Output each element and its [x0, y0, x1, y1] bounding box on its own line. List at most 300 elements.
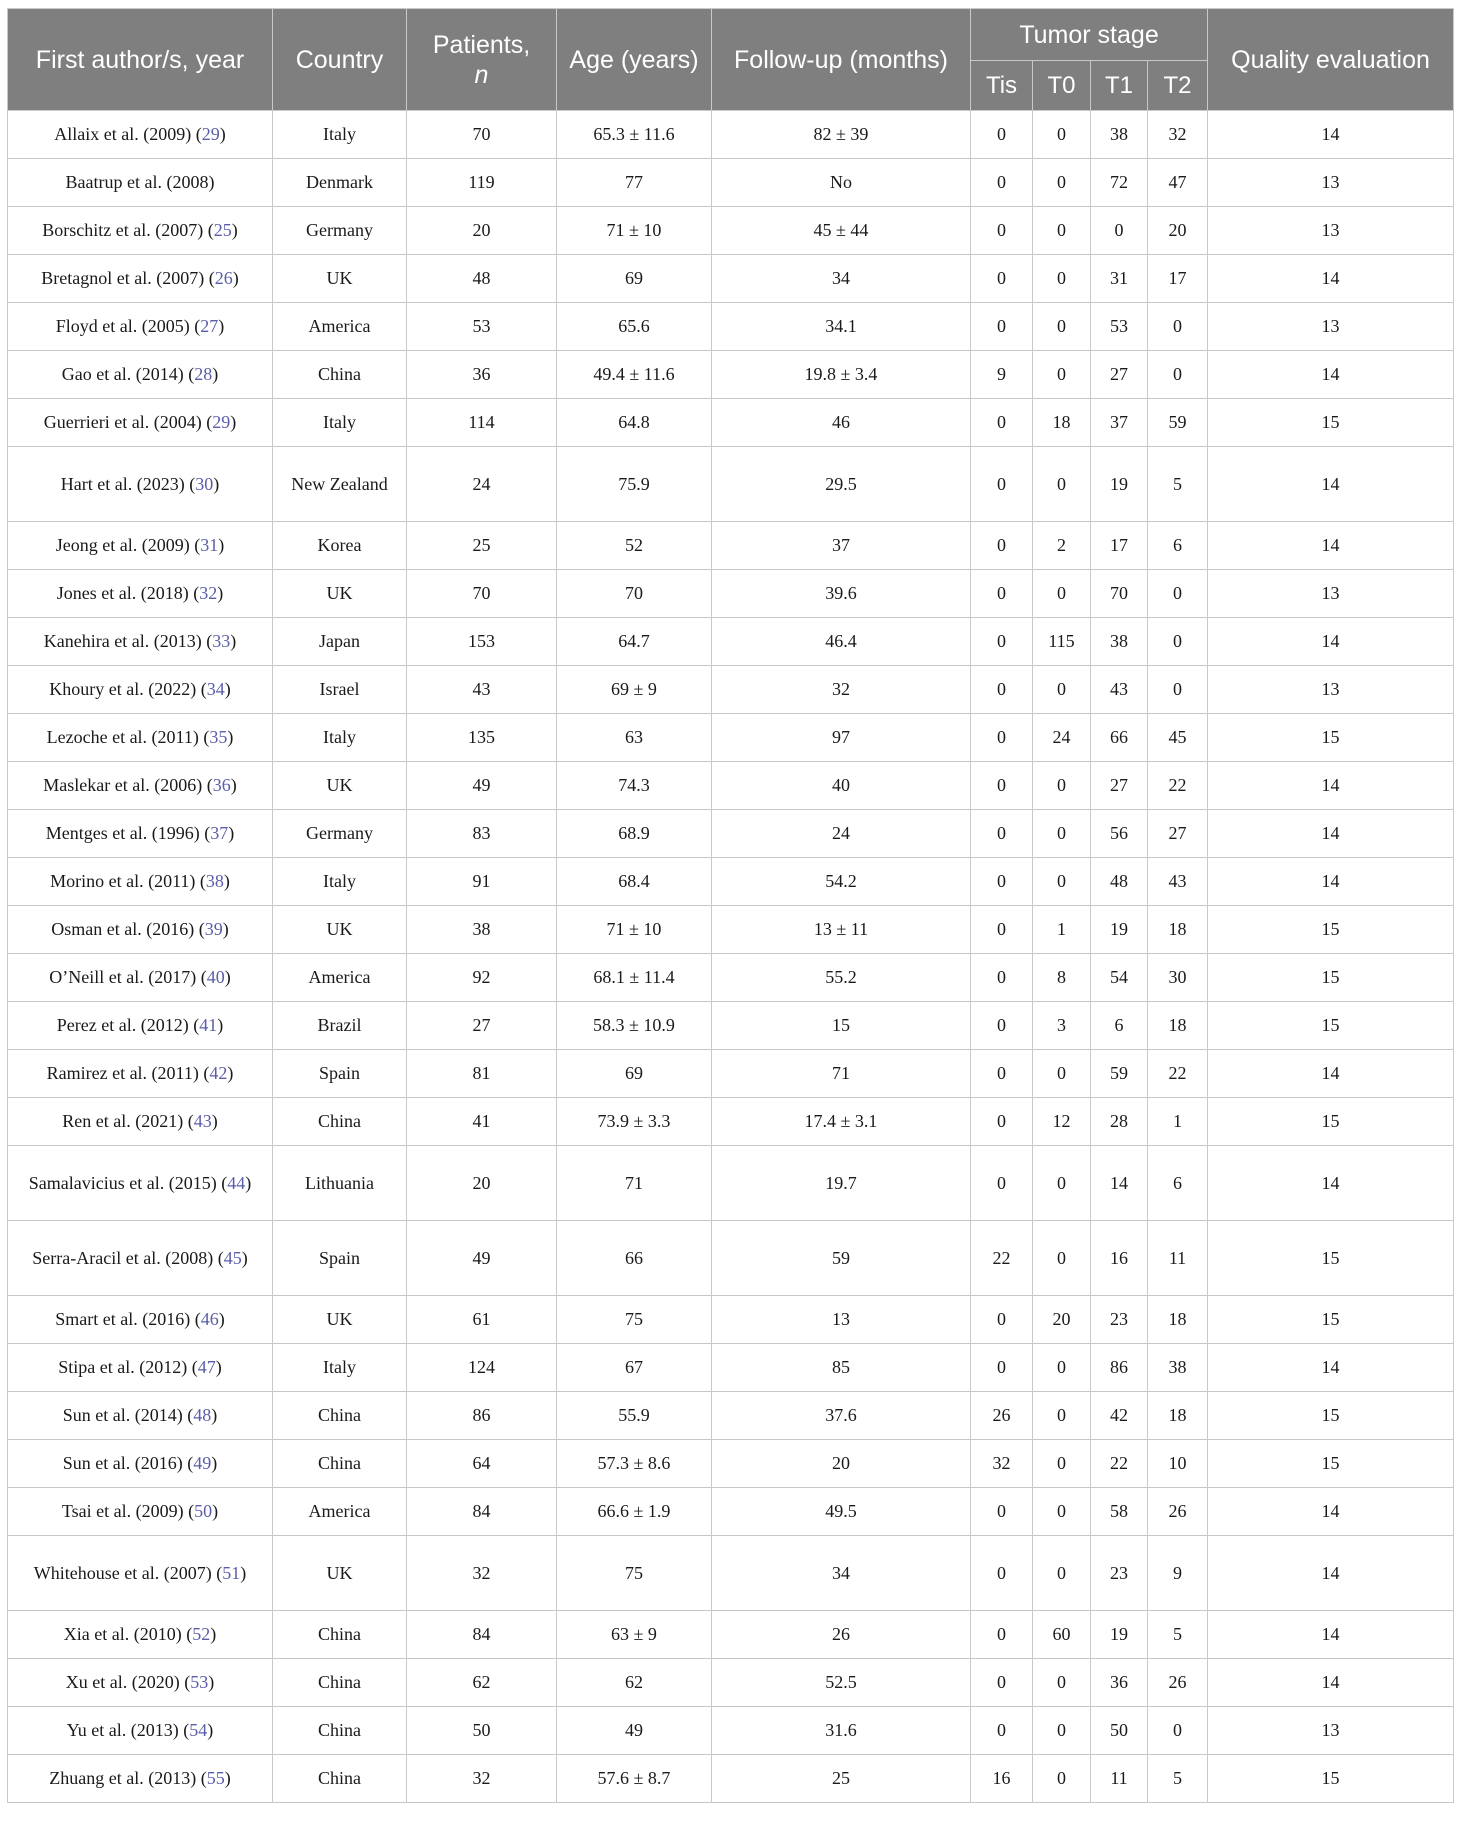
cell-country: UK: [273, 255, 407, 303]
cell-stage-tis: 0: [971, 447, 1033, 522]
cell-author-year: [8, 1146, 273, 1221]
cell-stage-t0: 0: [1033, 207, 1091, 255]
cell-stage-t1: 58: [1091, 1488, 1148, 1536]
cell-stage-t1: 59: [1091, 1050, 1148, 1098]
cell-patients: 114: [407, 399, 557, 447]
reference-close-paren: ): [215, 1357, 222, 1377]
author-year-text: Allaix et al. (2009) (: [54, 124, 202, 144]
cell-patients: 38: [407, 906, 557, 954]
cell-patients: 81: [407, 1050, 557, 1098]
table-header: [8, 9, 1454, 111]
author-year-text: Maslekar et al. (2006) (: [43, 775, 213, 795]
cell-patients: 83: [407, 810, 557, 858]
cell-age: 75: [557, 1536, 712, 1611]
cell-follow-up: 46.4: [712, 618, 971, 666]
cell-stage-t0: 8: [1033, 954, 1091, 1002]
cell-quality-evaluation: 14: [1208, 1611, 1454, 1659]
cell-stage-tis: 0: [971, 810, 1033, 858]
cell-follow-up: 40: [712, 762, 971, 810]
cell-stage-tis: 16: [971, 1755, 1033, 1803]
cell-author-year: [8, 1536, 273, 1611]
cell-stage-t1: 6: [1091, 1002, 1148, 1050]
reference-link[interactable]: 29: [212, 412, 231, 432]
table-row: [8, 762, 1454, 810]
author-year-text: Xu et al. (2020) (: [65, 1672, 191, 1692]
cell-stage-tis: 0: [971, 111, 1033, 159]
cell-country: America: [273, 1488, 407, 1536]
author-year-text: Tsai et al. (2009) (: [61, 1501, 195, 1521]
header-follow-up: Follow-up (months): [712, 9, 971, 111]
table-row: [8, 570, 1454, 618]
cell-patients: 61: [407, 1296, 557, 1344]
cell-stage-tis: 0: [971, 159, 1033, 207]
reference-link[interactable]: 46: [200, 1309, 219, 1329]
reference-link[interactable]: 53: [190, 1672, 209, 1692]
cell-stage-t1: 0: [1091, 207, 1148, 255]
author-year-text: Borschitz et al. (2007) (: [42, 220, 214, 240]
cell-quality-evaluation: 15: [1208, 1002, 1454, 1050]
reference-close-paren: ): [207, 1720, 214, 1740]
reference-link[interactable]: 49: [193, 1453, 212, 1473]
author-year-text: Sun et al. (2016) (: [62, 1453, 194, 1473]
reference-close-paren: ): [218, 535, 225, 555]
cell-stage-t2: 30: [1148, 954, 1208, 1002]
reference-link[interactable]: 51: [222, 1562, 241, 1583]
cell-stage-tis: 0: [971, 1146, 1033, 1221]
cell-patients: 43: [407, 666, 557, 714]
cell-age: 55.9: [557, 1392, 712, 1440]
cell-country: Germany: [273, 207, 407, 255]
cell-country: Italy: [273, 1344, 407, 1392]
cell-stage-t1: 48: [1091, 858, 1148, 906]
reference-link[interactable]: 25: [213, 220, 232, 240]
cell-patients: 41: [407, 1098, 557, 1146]
cell-country: Israel: [273, 666, 407, 714]
cell-stage-tis: 0: [971, 666, 1033, 714]
reference-link[interactable]: 28: [194, 364, 213, 384]
cell-quality-evaluation: 14: [1208, 1146, 1454, 1221]
cell-age: 57.3 ± 8.6: [557, 1440, 712, 1488]
cell-follow-up: 19.8 ± 3.4: [712, 351, 971, 399]
author-year-text: Mentges et al. (1996) (: [45, 823, 211, 843]
reference-close-paren: ): [213, 473, 220, 494]
reference-link[interactable]: 55: [206, 1768, 225, 1788]
table-row: [8, 714, 1454, 762]
reference-close-paren: ): [230, 412, 237, 432]
cell-author-year: [8, 1488, 273, 1536]
cell-stage-t1: 53: [1091, 303, 1148, 351]
author-year-text: Ren et al. (2021) (: [62, 1111, 194, 1131]
cell-author-year: [8, 666, 273, 714]
author-year-text: Hart et al. (2023) (: [60, 473, 196, 494]
author-year-text: Osman et al. (2016) (: [51, 919, 205, 939]
cell-author-year: [8, 1296, 273, 1344]
reference-close-paren: ): [217, 583, 224, 603]
cell-age: 65.3 ± 11.6: [557, 111, 712, 159]
cell-stage-t0: 12: [1033, 1098, 1091, 1146]
cell-patients: 32: [407, 1536, 557, 1611]
cell-age: 64.7: [557, 618, 712, 666]
reference-link[interactable]: 26: [214, 268, 233, 288]
cell-stage-tis: 0: [971, 762, 1033, 810]
cell-stage-t2: 6: [1148, 1146, 1208, 1221]
cell-patients: 92: [407, 954, 557, 1002]
cell-stage-t1: 37: [1091, 399, 1148, 447]
cell-age: 66: [557, 1221, 712, 1296]
cell-patients: 32: [407, 1755, 557, 1803]
cell-author-year: [8, 906, 273, 954]
cell-stage-t2: 1: [1148, 1098, 1208, 1146]
cell-quality-evaluation: 14: [1208, 1344, 1454, 1392]
table-body: [8, 111, 1454, 1803]
cell-stage-t0: 0: [1033, 1146, 1091, 1221]
cell-follow-up: 52.5: [712, 1659, 971, 1707]
cell-follow-up: 34.1: [712, 303, 971, 351]
cell-stage-t0: 0: [1033, 1755, 1091, 1803]
cell-stage-t0: 115: [1033, 618, 1091, 666]
cell-stage-tis: 32: [971, 1440, 1033, 1488]
author-year-text: Ramirez et al. (2011) (: [46, 1063, 210, 1083]
header-stage-t2: T2: [1148, 61, 1208, 111]
cell-country: China: [273, 1392, 407, 1440]
cell-patients: 24: [407, 447, 557, 522]
cell-stage-t2: 5: [1148, 447, 1208, 522]
reference-close-paren: ): [228, 823, 235, 843]
cell-age: 69: [557, 1050, 712, 1098]
cell-author-year: [8, 522, 273, 570]
cell-age: 64.8: [557, 399, 712, 447]
cell-follow-up: 45 ± 44: [712, 207, 971, 255]
cell-stage-t1: 31: [1091, 255, 1148, 303]
cell-patients: 64: [407, 1440, 557, 1488]
author-year-text: Stipa et al. (2012) (: [58, 1357, 198, 1377]
cell-quality-evaluation: 14: [1208, 858, 1454, 906]
cell-patients: 49: [407, 762, 557, 810]
reference-link[interactable]: 29: [201, 124, 220, 144]
cell-age: 75.9: [557, 447, 712, 522]
reference-link[interactable]: 40: [206, 967, 225, 987]
header-stage-tis: Tis: [971, 61, 1033, 111]
reference-link[interactable]: 34: [206, 679, 225, 699]
cell-patients: 20: [407, 1146, 557, 1221]
cell-country: Korea: [273, 522, 407, 570]
cell-stage-t0: 0: [1033, 1440, 1091, 1488]
cell-stage-t1: 19: [1091, 447, 1148, 522]
cell-patients: 153: [407, 618, 557, 666]
cell-stage-t0: 2: [1033, 522, 1091, 570]
cell-follow-up: 25: [712, 1755, 971, 1803]
cell-stage-t2: 11: [1148, 1221, 1208, 1296]
cell-age: 62: [557, 1659, 712, 1707]
cell-stage-t0: 0: [1033, 666, 1091, 714]
cell-age: 49.4 ± 11.6: [557, 351, 712, 399]
cell-author-year: [8, 1707, 273, 1755]
reference-link[interactable]: 42: [209, 1063, 228, 1083]
cell-stage-t2: 38: [1148, 1344, 1208, 1392]
cell-stage-t2: 5: [1148, 1755, 1208, 1803]
author-year-text: Khoury et al. (2022) (: [49, 679, 207, 699]
cell-stage-t0: 0: [1033, 858, 1091, 906]
table-row: [8, 1146, 1454, 1221]
cell-country: Italy: [273, 858, 407, 906]
cell-stage-tis: 0: [971, 906, 1033, 954]
reference-link[interactable]: 43: [193, 1111, 212, 1131]
table-row: [8, 1344, 1454, 1392]
reference-close-paren: ): [218, 1309, 225, 1329]
cell-country: UK: [273, 762, 407, 810]
cell-stage-t1: 86: [1091, 1344, 1148, 1392]
author-year-text: Zhuang et al. (2013) (: [49, 1768, 207, 1788]
reference-link[interactable]: 52: [192, 1624, 211, 1644]
cell-age: 77: [557, 159, 712, 207]
author-year-text: Jeong et al. (2009) (: [55, 535, 201, 555]
cell-country: Spain: [273, 1050, 407, 1098]
table-row: [8, 303, 1454, 351]
reference-link[interactable]: 30: [195, 473, 214, 494]
cell-author-year: [8, 447, 273, 522]
table-row: [8, 1755, 1454, 1803]
reference-link[interactable]: 54: [189, 1720, 208, 1740]
table-row: [8, 906, 1454, 954]
cell-quality-evaluation: 14: [1208, 255, 1454, 303]
cell-author-year: [8, 714, 273, 762]
cell-stage-t0: 0: [1033, 255, 1091, 303]
cell-age: 67: [557, 1344, 712, 1392]
table-row: [8, 1098, 1454, 1146]
reference-link[interactable]: 36: [212, 775, 231, 795]
cell-follow-up: 71: [712, 1050, 971, 1098]
cell-stage-tis: 0: [971, 207, 1033, 255]
cell-author-year: [8, 207, 273, 255]
cell-patients: 53: [407, 303, 557, 351]
cell-stage-t2: 0: [1148, 1707, 1208, 1755]
cell-stage-t1: 19: [1091, 1611, 1148, 1659]
reference-link[interactable]: 38: [205, 871, 224, 891]
cell-quality-evaluation: 13: [1208, 159, 1454, 207]
cell-stage-t2: 0: [1148, 570, 1208, 618]
cell-author-year: [8, 570, 273, 618]
header-patients: [407, 9, 557, 111]
cell-stage-t1: 50: [1091, 1707, 1148, 1755]
cell-stage-t0: 0: [1033, 447, 1091, 522]
author-year-text: Perez et al. (2012) (: [56, 1015, 200, 1035]
cell-patients: 70: [407, 111, 557, 159]
cell-quality-evaluation: 15: [1208, 714, 1454, 762]
cell-patients: 70: [407, 570, 557, 618]
reference-link[interactable]: 39: [204, 919, 223, 939]
cell-stage-t2: 0: [1148, 351, 1208, 399]
cell-country: Spain: [273, 1221, 407, 1296]
cell-patients: 49: [407, 1221, 557, 1296]
cell-age: 69 ± 9: [557, 666, 712, 714]
cell-stage-t2: 5: [1148, 1611, 1208, 1659]
cell-quality-evaluation: 13: [1208, 666, 1454, 714]
cell-author-year: [8, 762, 273, 810]
cell-quality-evaluation: 14: [1208, 1488, 1454, 1536]
cell-quality-evaluation: 15: [1208, 1440, 1454, 1488]
table-row: [8, 666, 1454, 714]
reference-close-paren: ): [211, 1405, 218, 1425]
reference-link[interactable]: 32: [199, 583, 218, 603]
cell-stage-t1: 23: [1091, 1296, 1148, 1344]
cell-stage-tis: 26: [971, 1392, 1033, 1440]
cell-quality-evaluation: 14: [1208, 762, 1454, 810]
cell-quality-evaluation: 15: [1208, 1755, 1454, 1803]
cell-author-year: [8, 1221, 273, 1296]
table-row: [8, 159, 1454, 207]
cell-stage-t2: 43: [1148, 858, 1208, 906]
cell-quality-evaluation: 15: [1208, 1098, 1454, 1146]
cell-stage-t2: 18: [1148, 1392, 1208, 1440]
cell-patients: 86: [407, 1392, 557, 1440]
cell-follow-up: 34: [712, 1536, 971, 1611]
cell-follow-up: 17.4 ± 3.1: [712, 1098, 971, 1146]
author-year-text: Samalavicius et al. (2015) (: [28, 1172, 228, 1193]
cell-author-year: [8, 1659, 273, 1707]
reference-link[interactable]: 41: [199, 1015, 218, 1035]
reference-close-paren: ): [211, 1453, 218, 1473]
cell-stage-t1: 38: [1091, 618, 1148, 666]
cell-stage-t1: 23: [1091, 1536, 1148, 1611]
cell-quality-evaluation: 14: [1208, 111, 1454, 159]
table-row: [8, 1659, 1454, 1707]
cell-follow-up: 31.6: [712, 1707, 971, 1755]
cell-stage-tis: 0: [971, 1050, 1033, 1098]
cell-stage-t0: 0: [1033, 1488, 1091, 1536]
cell-patients: 119: [407, 159, 557, 207]
cell-stage-t1: 42: [1091, 1392, 1148, 1440]
cell-author-year: [8, 1098, 273, 1146]
reference-link[interactable]: 33: [212, 631, 231, 651]
cell-country: China: [273, 351, 407, 399]
cell-quality-evaluation: 13: [1208, 207, 1454, 255]
cell-patients: 50: [407, 1707, 557, 1755]
table-row: [8, 1707, 1454, 1755]
reference-link[interactable]: 45: [223, 1247, 242, 1268]
author-year-text: Kanehira et al. (2013) (: [43, 631, 213, 651]
cell-author-year: [8, 1002, 273, 1050]
author-year-text: Sun et al. (2014) (: [62, 1405, 194, 1425]
cell-country: China: [273, 1440, 407, 1488]
cell-stage-t2: 20: [1148, 207, 1208, 255]
cell-stage-t2: 0: [1148, 618, 1208, 666]
reference-link[interactable]: 44: [227, 1172, 246, 1193]
cell-quality-evaluation: 13: [1208, 1707, 1454, 1755]
cell-age: 49: [557, 1707, 712, 1755]
cell-stage-tis: 0: [971, 1659, 1033, 1707]
table-row: [8, 618, 1454, 666]
table-row: [8, 1611, 1454, 1659]
table-row: [8, 255, 1454, 303]
table-row: [8, 1488, 1454, 1536]
reference-close-paren: ): [224, 1768, 231, 1788]
cell-quality-evaluation: 15: [1208, 399, 1454, 447]
cell-stage-tis: 0: [971, 1002, 1033, 1050]
cell-age: 69: [557, 255, 712, 303]
cell-follow-up: 46: [712, 399, 971, 447]
cell-age: 74.3: [557, 762, 712, 810]
cell-patients: 124: [407, 1344, 557, 1392]
cell-country: New Zealand: [273, 447, 407, 522]
table-row: [8, 1221, 1454, 1296]
cell-age: 63: [557, 714, 712, 762]
cell-stage-t1: 27: [1091, 351, 1148, 399]
cell-stage-tis: 0: [971, 1296, 1033, 1344]
reference-link[interactable]: 27: [200, 316, 219, 336]
cell-follow-up: 54.2: [712, 858, 971, 906]
cell-country: UK: [273, 906, 407, 954]
cell-stage-t1: 16: [1091, 1221, 1148, 1296]
cell-patients: 62: [407, 1659, 557, 1707]
cell-follow-up: 15: [712, 1002, 971, 1050]
cell-stage-tis: 9: [971, 351, 1033, 399]
cell-country: China: [273, 1611, 407, 1659]
cell-follow-up: 34: [712, 255, 971, 303]
cell-follow-up: 29.5: [712, 447, 971, 522]
cell-follow-up: 82 ± 39: [712, 111, 971, 159]
cell-stage-t2: 18: [1148, 1002, 1208, 1050]
cell-stage-t1: 70: [1091, 570, 1148, 618]
reference-close-paren: ): [232, 268, 239, 288]
cell-stage-t0: 1: [1033, 906, 1091, 954]
reference-close-paren: ): [212, 1501, 219, 1521]
cell-patients: 84: [407, 1488, 557, 1536]
cell-stage-tis: 0: [971, 1707, 1033, 1755]
cell-age: 65.6: [557, 303, 712, 351]
table-row: [8, 954, 1454, 1002]
cell-stage-t0: 0: [1033, 1050, 1091, 1098]
reference-close-paren: ): [230, 775, 237, 795]
reference-link[interactable]: 37: [210, 823, 229, 843]
cell-country: Japan: [273, 618, 407, 666]
cell-stage-t0: 0: [1033, 570, 1091, 618]
cell-patients: 84: [407, 1611, 557, 1659]
author-year-text: Baatrup et al. (2008): [65, 172, 215, 192]
cell-author-year: [8, 255, 273, 303]
cell-country: America: [273, 303, 407, 351]
reference-link[interactable]: 48: [193, 1405, 212, 1425]
reference-close-paren: ): [231, 220, 238, 240]
table-row: [8, 399, 1454, 447]
cell-stage-tis: 0: [971, 522, 1033, 570]
cell-stage-t2: 22: [1148, 1050, 1208, 1098]
cell-country: America: [273, 954, 407, 1002]
reference-link[interactable]: 47: [197, 1357, 216, 1377]
cell-stage-tis: 22: [971, 1221, 1033, 1296]
reference-link[interactable]: 35: [209, 727, 228, 747]
cell-stage-t0: 0: [1033, 111, 1091, 159]
cell-stage-t2: 26: [1148, 1488, 1208, 1536]
header-author-year: First author/s, year: [8, 9, 273, 111]
cell-quality-evaluation: 14: [1208, 618, 1454, 666]
cell-stage-tis: 0: [971, 303, 1033, 351]
cell-quality-evaluation: 14: [1208, 810, 1454, 858]
cell-stage-t2: 0: [1148, 666, 1208, 714]
header-quality-evaluation: Quality evaluation: [1208, 9, 1454, 111]
cell-stage-t1: 22: [1091, 1440, 1148, 1488]
cell-patients: 91: [407, 858, 557, 906]
author-year-text: Gao et al. (2014) (: [61, 364, 195, 384]
reference-close-paren: ): [241, 1247, 248, 1268]
reference-link[interactable]: 50: [194, 1501, 213, 1521]
cell-age: 66.6 ± 1.9: [557, 1488, 712, 1536]
reference-close-paren: ): [211, 1111, 218, 1131]
cell-author-year: [8, 351, 273, 399]
cell-author-year: [8, 618, 273, 666]
cell-patients: 20: [407, 207, 557, 255]
cell-age: 71 ± 10: [557, 906, 712, 954]
reference-link[interactable]: 31: [200, 535, 219, 555]
